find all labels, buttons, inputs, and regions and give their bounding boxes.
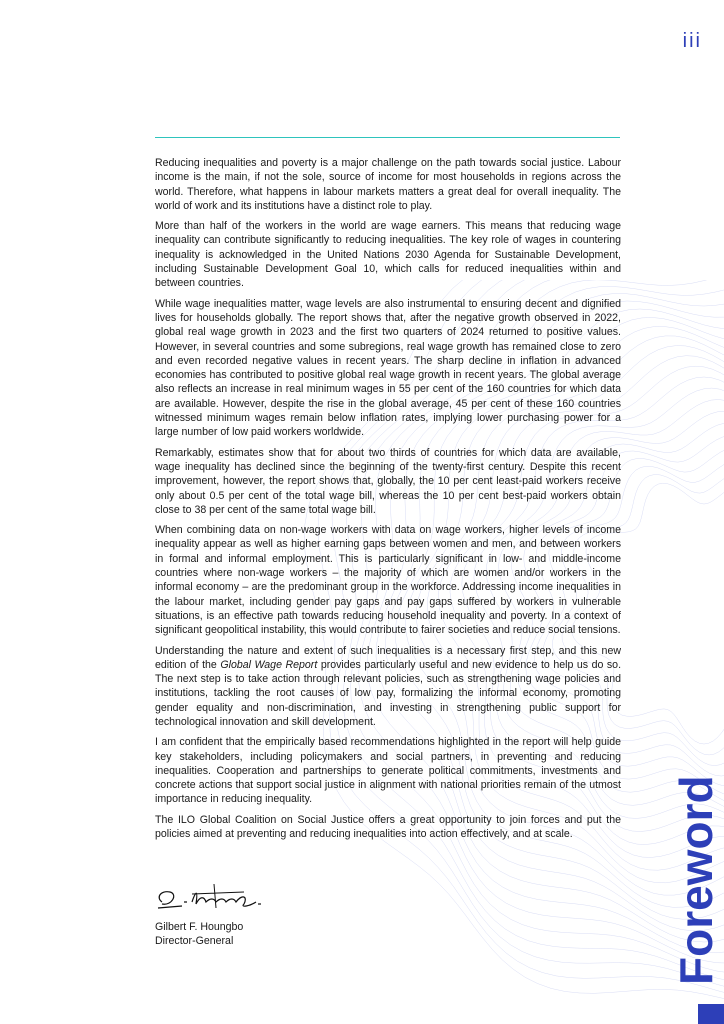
header-rule <box>155 137 620 138</box>
corner-accent-block <box>698 1004 724 1024</box>
page-number: iii <box>682 30 702 52</box>
paragraph-2: More than half of the workers in the world are wage earners. This means that reducing wage inequality can contribute significantly to reducing inequalities. The key role of wages in countering inequality is acknowledged in the United Nations 2030 Agenda for Sustainable Development, including Sustainable Development Goal 10, which calls for reduced inequalities within and between countries. <box>155 220 621 290</box>
handwritten-signature <box>152 880 262 914</box>
paragraph-5: When combining data on non-wage workers with data on wage workers, higher levels of income inequality appear as well as higher earning gaps between women and men, and between workers in formal and informal employment. This is particularly significant in low- and middle-income countries where non-wage workers – the majority of which are women and/or workers in the informal economy – are the predominant group in the workforce. Addressing income inequalities in the labour market, including gender pay gaps and pay gaps suffered by workers in vulnerable situations, is an effective path towards reducing household inequality and poverty. In a context of significant geopolitical instability, this would contribute to fairer societies and reduce social tensions. <box>155 524 621 637</box>
paragraph-6 <box>155 644 621 730</box>
paragraph-4: Remarkably, estimates show that for about two thirds of countries for which data are available, wage inequality has declined since the beginning of the twenty-first century. Despite this recent improvement, however, the report shows that, globally, the 10 per cent least-paid workers receive only about 0.5 per cent of the total wage bill, whereas the 10 per cent best-paid workers obtain close to 38 per cent of the same total wage bill. <box>155 446 621 516</box>
signatory-name: Gilbert F. Houngbo <box>155 921 244 933</box>
paragraph-7: I am confident that the empirically based recommendations highlighted in the report will help guide key stakeholders, including policymakers and social partners, in preventing and reducing inequalities. Cooperation and partnerships to generate political commitments, investments and concrete actions that support social justice in alignment with national priorities remain of the utmost importance in reducing inequality. <box>155 736 621 806</box>
foreword-body <box>155 156 621 847</box>
signatory-role: Director-General <box>155 935 234 947</box>
paragraph-8: The ILO Global Coalition on Social Justice offers a great opportunity to join forces and put the policies aimed at preventing and reducing inequalities into action effectively, and at scale. <box>155 813 621 841</box>
paragraph-6-start: Understanding the nature and extent of such inequalities is a necessary first step, and this new edition of the <box>155 644 621 671</box>
section-title-vertical: Foreword <box>670 775 722 985</box>
paragraph-6-end: provides particularly useful and new evidence to help us do so. The next step is to take action through relevant policies, such as strengthening wage policies and institutions, tackling the root causes of low pay, formalizing the informal economy, promoting gender equality and non-discrimination, and investing in strengthening public support for technological innovation and skill development. <box>155 658 622 728</box>
paragraph-3: While wage inequalities matter, wage levels are also instrumental to ensuring decent and dignified lives for households globally. The report shows that, after the negative growth observed in 2022, global real wage growth in 2023 and the first two quarters of 2024 returned to positive values. However, in several countries and some subregions, real wage growth has remained close to zero and even recorded negative values in recent years. The sharp decline in inflation in advanced economies has contributed to positive global real wage growth in recent years. The global average also reflects an increase in real minimum wages in 55 per cent of the 160 countries for which data are available. However, despite the rise in the global average, 45 per cent of these 160 countries witnessed minimum wages remain below inflation rates, implying lower purchasing power for a large number of low paid workers worldwide. <box>155 297 621 439</box>
report-title: Global Wage Report <box>220 658 318 671</box>
paragraph-1: Reducing inequalities and poverty is a major challenge on the path towards social justice. Labour income is the main, if not the sole, source of income for most households in regions across the world. Therefore, what happens in labour markets matters a great deal for overall inequality. The world of work and its institutions have a distinct role to play. <box>155 157 621 212</box>
